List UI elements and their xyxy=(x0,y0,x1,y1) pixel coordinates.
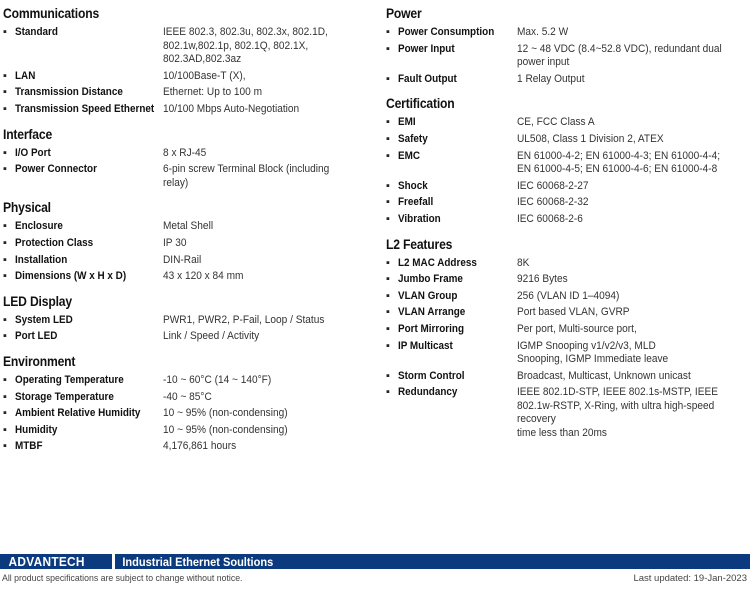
spec-label: Fault Output xyxy=(398,72,457,85)
spec-label: Port Mirroring xyxy=(398,322,465,335)
spec-label-cell xyxy=(15,163,163,177)
spec-label: EMC xyxy=(398,149,421,162)
section-title: LED Display xyxy=(3,293,72,309)
bullet-icon: ▪ xyxy=(3,102,7,115)
spec-label: Dimensions (W x H x D) xyxy=(15,270,127,283)
section-title: Interface xyxy=(3,126,53,142)
bullet-icon: ▪ xyxy=(386,273,390,286)
spec-label-cell xyxy=(398,180,517,194)
bullet-icon: ▪ xyxy=(3,146,7,159)
section-title: L2 Features xyxy=(386,236,453,252)
spec-row-fault-output xyxy=(386,73,748,87)
bullet-icon: ▪ xyxy=(386,26,390,38)
spec-label-cell xyxy=(15,220,163,234)
spec-row-safety xyxy=(386,133,748,147)
spec-value: 8K xyxy=(517,256,530,269)
spec-value: IEC 60068-2-6 xyxy=(517,212,583,225)
spec-value: EN 61000-4-2; EN 61000-4-3; EN 61000-4-4; EN 61000-4-5; EN 61000-4-6; EN 61000-4-8 xyxy=(517,149,721,176)
spec-row-enclosure xyxy=(3,220,373,234)
bullet-icon: ▪ xyxy=(3,163,7,176)
spec-label-cell xyxy=(398,273,517,287)
left-spec-column xyxy=(3,6,373,464)
spec-label-cell xyxy=(15,391,163,405)
spec-value: 1 Relay Output xyxy=(517,72,585,85)
spec-row-transmission-distance xyxy=(3,86,373,100)
spec-row-mtbf xyxy=(3,440,373,454)
advantech-logo: ADVANTECH xyxy=(8,554,85,569)
spec-row-ip-multicast xyxy=(386,340,748,367)
section-title: Power xyxy=(386,6,422,21)
spec-label-cell xyxy=(398,26,517,40)
bullet-icon: ▪ xyxy=(386,42,390,55)
bullet-icon: ▪ xyxy=(386,149,390,162)
spec-label: Power Connector xyxy=(15,163,97,176)
spec-value: 43 x 120 x 84 mm xyxy=(163,270,244,283)
spec-value: Broadcast, Multicast, Unknown unicast xyxy=(517,369,691,382)
spec-row-l2-mac-address xyxy=(386,257,748,271)
spec-label-cell xyxy=(398,306,517,320)
spec-value: Link / Speed / Activity xyxy=(163,330,260,343)
spec-row-power-consumption xyxy=(386,26,748,40)
spec-label: VLAN Group xyxy=(398,289,458,302)
spec-value: Metal Shell xyxy=(163,220,214,233)
spec-label-cell xyxy=(15,330,163,344)
bullet-icon: ▪ xyxy=(3,236,7,249)
spec-row-i-o-port xyxy=(3,147,373,161)
bullet-icon: ▪ xyxy=(3,313,7,326)
section-environment xyxy=(3,354,373,454)
spec-value: UL508, Class 1 Division 2, ATEX xyxy=(517,132,664,145)
spec-row-ambient-relative-humidity xyxy=(3,407,373,421)
section-physical xyxy=(3,200,373,283)
spec-label: Transmission Distance xyxy=(15,86,123,99)
spec-label-cell xyxy=(398,133,517,147)
spec-label: Power Consumption xyxy=(398,26,495,38)
spec-row-shock xyxy=(386,180,748,194)
spec-label-cell xyxy=(398,116,517,130)
spec-row-emc xyxy=(386,150,748,177)
spec-label: I/O Port xyxy=(15,146,51,159)
spec-label: Shock xyxy=(398,179,428,192)
spec-label: Power Input xyxy=(398,42,455,55)
spec-label: Installation xyxy=(15,253,68,266)
spec-label: Redundancy xyxy=(398,386,458,399)
spec-row-redundancy xyxy=(386,386,748,440)
spec-label-cell xyxy=(398,257,517,271)
bullet-icon: ▪ xyxy=(386,72,390,85)
bullet-icon: ▪ xyxy=(386,196,390,209)
spec-row-port-mirroring xyxy=(386,323,748,337)
section-title: Physical xyxy=(3,200,51,216)
spec-value: IGMP Snooping v1/v2/v3, MLD Snooping, IGMP Immediate leave xyxy=(517,339,669,366)
bullet-icon: ▪ xyxy=(3,86,7,99)
spec-label-cell xyxy=(398,323,517,337)
spec-value: 12 ~ 48 VDC (8.4~52.8 VDC), redundant dual power input xyxy=(517,42,722,69)
right-spec-column xyxy=(386,6,748,451)
spec-label: Operating Temperature xyxy=(15,373,124,386)
spec-label: Vibration xyxy=(398,212,441,225)
spec-label-cell xyxy=(15,70,163,84)
spec-row-power-input xyxy=(386,43,748,70)
spec-row-standard xyxy=(3,26,373,67)
spec-label-cell xyxy=(15,147,163,161)
section-title: Certification xyxy=(386,96,455,112)
bullet-icon: ▪ xyxy=(3,270,7,283)
spec-label-cell xyxy=(15,270,163,284)
spec-label: L2 MAC Address xyxy=(398,256,477,269)
section-title: Communications xyxy=(3,6,100,21)
spec-label: IP Multicast xyxy=(398,339,453,352)
section-certification xyxy=(386,96,748,226)
spec-value: Port based VLAN, GVRP xyxy=(517,306,630,319)
spec-row-vlan-arrange xyxy=(386,306,748,320)
spec-row-humidity xyxy=(3,424,373,438)
spec-value: 10/100 Mbps Auto-Negotiation xyxy=(163,102,300,115)
spec-label: Standard xyxy=(15,26,58,38)
spec-label: Storm Control xyxy=(398,369,465,382)
bullet-icon: ▪ xyxy=(386,256,390,269)
spec-label: Port LED xyxy=(15,330,58,343)
bullet-icon: ▪ xyxy=(386,322,390,335)
spec-label: Humidity xyxy=(15,423,58,436)
spec-row-vibration xyxy=(386,213,748,227)
bullet-icon: ▪ xyxy=(386,306,390,319)
spec-value: 9216 Bytes xyxy=(517,273,568,286)
spec-value: IEC 60068-2-32 xyxy=(517,196,589,209)
spec-label-cell xyxy=(15,237,163,251)
spec-row-vlan-group xyxy=(386,290,748,304)
spec-value: -10 ~ 60°C (14 ~ 140°F) xyxy=(163,373,272,386)
spec-label-cell xyxy=(15,103,163,117)
spec-row-power-connector xyxy=(3,163,373,190)
bullet-icon: ▪ xyxy=(3,220,7,233)
spec-label: LAN xyxy=(15,69,36,82)
spec-value: 10 ~ 95% (non-condensing) xyxy=(163,423,288,436)
spec-label: Safety xyxy=(398,132,428,145)
spec-label-cell xyxy=(398,370,517,384)
spec-label-cell xyxy=(15,314,163,328)
section-interface xyxy=(3,127,373,191)
spec-label-cell xyxy=(15,407,163,421)
spec-label: Transmission Speed Ethernet xyxy=(15,102,155,115)
spec-value: IEEE 802.3, 802.3u, 802.3x, 802.1D, 802.1w,802.1p, 802.1Q, 802.1X, 802.3AD,802.3az xyxy=(163,26,328,66)
spec-label-cell xyxy=(15,26,163,40)
section-power xyxy=(386,6,748,86)
spec-label-cell xyxy=(15,86,163,100)
spec-label-cell xyxy=(398,290,517,304)
bullet-icon: ▪ xyxy=(3,423,7,436)
spec-label-cell xyxy=(398,213,517,227)
spec-row-jumbo-frame xyxy=(386,273,748,287)
spec-label-cell xyxy=(15,374,163,388)
spec-value: IEEE 802.1D-STP, IEEE 802.1s-MSTP, IEEE 802.1w-RSTP, X-Ring, with ultra high-speed recovery time less than 20ms xyxy=(517,386,719,440)
spec-value: CE, FCC Class A xyxy=(517,116,595,129)
spec-label: Jumbo Frame xyxy=(398,273,463,286)
spec-row-storage-temperature xyxy=(3,391,373,405)
bullet-icon: ▪ xyxy=(3,69,7,82)
bullet-icon: ▪ xyxy=(3,26,7,38)
spec-row-system-led xyxy=(3,314,373,328)
spec-value: 10 ~ 95% (non-condensing) xyxy=(163,407,288,420)
bullet-icon: ▪ xyxy=(386,289,390,302)
spec-row-dimensions-w-x-h-x-d xyxy=(3,270,373,284)
bullet-icon: ▪ xyxy=(3,440,7,453)
spec-value: 6-pin screw Terminal Block (including relay) xyxy=(163,163,330,189)
spec-value: Max. 5.2 W xyxy=(517,26,569,38)
spec-label: Protection Class xyxy=(15,236,94,249)
spec-value: IEC 60068-2-27 xyxy=(517,179,589,192)
spec-label: VLAN Arrange xyxy=(398,306,466,319)
spec-row-lan xyxy=(3,70,373,84)
spec-label: Ambient Relative Humidity xyxy=(15,407,141,420)
spec-label: System LED xyxy=(15,313,73,326)
spec-row-transmission-speed-ethernet xyxy=(3,103,373,117)
spec-value: 4,176,861 hours xyxy=(163,440,237,453)
spec-label-cell xyxy=(15,440,163,454)
spec-row-operating-temperature xyxy=(3,374,373,388)
section-communications xyxy=(3,6,373,117)
spec-value: 10/100Base-T (X), xyxy=(163,69,246,82)
spec-value: 256 (VLAN ID 1–4094) xyxy=(517,289,620,302)
spec-value: -40 ~ 85°C xyxy=(163,390,212,403)
footer-bar xyxy=(0,554,750,569)
spec-value: DIN-Rail xyxy=(163,253,202,266)
bullet-icon: ▪ xyxy=(386,132,390,145)
spec-row-port-led xyxy=(3,330,373,344)
spec-label: Freefall xyxy=(398,196,434,209)
spec-label-cell xyxy=(398,150,517,164)
spec-value: IP 30 xyxy=(163,236,187,249)
spec-value: Per port, Multi-source port, xyxy=(517,322,637,335)
bullet-icon: ▪ xyxy=(3,407,7,420)
spec-label: Storage Temperature xyxy=(15,390,114,403)
footer-tagline: Industrial Ethernet Soultions xyxy=(122,554,274,569)
spec-label-cell xyxy=(398,43,517,57)
spec-row-freefall xyxy=(386,196,748,210)
section-title: Environment xyxy=(3,353,76,369)
spec-label-cell xyxy=(15,254,163,268)
spec-row-installation xyxy=(3,254,373,268)
footer-disclaimer: All product specifications are subject to change without notice. xyxy=(2,573,243,584)
spec-label-cell xyxy=(15,424,163,438)
spec-label-cell xyxy=(398,386,517,400)
bullet-icon: ▪ xyxy=(386,386,390,399)
spec-row-emi xyxy=(386,116,748,130)
bullet-icon: ▪ xyxy=(3,330,7,343)
spec-label-cell xyxy=(398,196,517,210)
section-l2-features xyxy=(386,237,748,441)
spec-value: PWR1, PWR2, P-Fail, Loop / Status xyxy=(163,313,325,326)
spec-value: 8 x RJ-45 xyxy=(163,146,207,159)
last-updated: Last updated: 19-Jan-2023 xyxy=(633,573,747,584)
bullet-icon: ▪ xyxy=(386,339,390,352)
bullet-icon: ▪ xyxy=(386,369,390,382)
bullet-icon: ▪ xyxy=(3,390,7,403)
bullet-icon: ▪ xyxy=(386,179,390,192)
spec-row-storm-control xyxy=(386,370,748,384)
bullet-icon: ▪ xyxy=(386,212,390,225)
bullet-icon: ▪ xyxy=(3,373,7,386)
section-led-display xyxy=(3,294,373,344)
spec-value: Ethernet: Up to 100 m xyxy=(163,86,263,99)
spec-label-cell xyxy=(398,340,517,354)
spec-row-protection-class xyxy=(3,237,373,251)
spec-label: MTBF xyxy=(15,440,43,453)
spec-label: Enclosure xyxy=(15,220,63,233)
spec-label-cell xyxy=(398,73,517,87)
bullet-icon: ▪ xyxy=(3,253,7,266)
bullet-icon: ▪ xyxy=(386,116,390,129)
spec-label: EMI xyxy=(398,116,416,129)
